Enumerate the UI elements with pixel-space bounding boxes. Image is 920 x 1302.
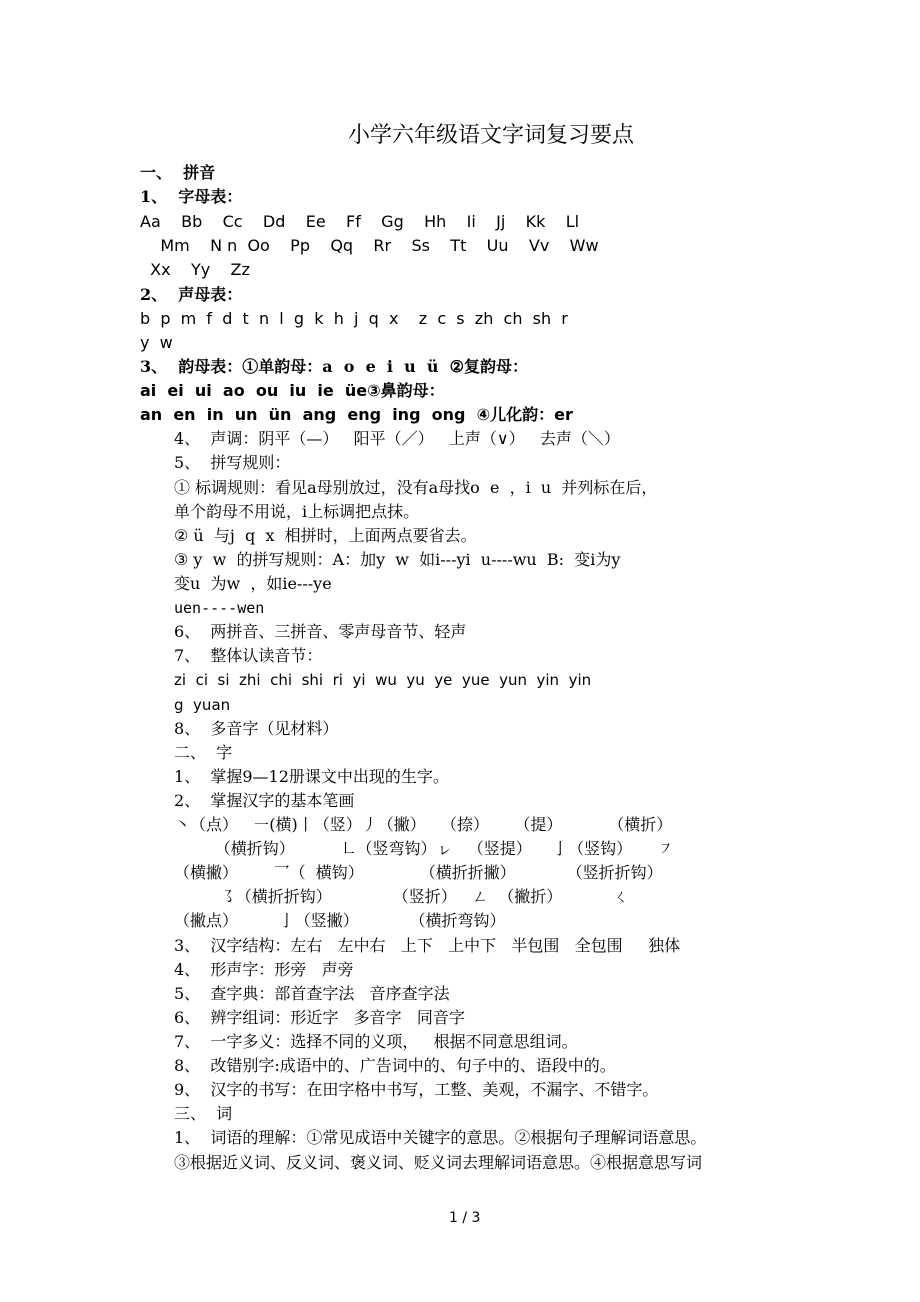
strokes-row-3: （横撇） 乛（ 横钩） （横折折撇） （竖折折钩） <box>174 863 663 882</box>
strokes-row-2: （横折钩） ㇗（竖弯钩）ㇾ （竖提） 亅（竖钩） ㇇ <box>174 839 674 858</box>
item-phono-semantic: 4、 形声字：形旁 声旁 <box>174 960 354 979</box>
rule-tone-marking-cont: 单个韵母不用说，i上标调把点抹。 <box>174 502 420 521</box>
page-title: 小学六年级语文字词复习要点 <box>348 123 635 148</box>
item-whole-syllables: 7、 整体认读音节： <box>174 646 323 665</box>
alphabet-row-3: Xx Yy Zz <box>140 260 250 279</box>
item-typo-correction: 8、 改错别字:成语中的、广告词中的、句子中的、语段中的。 <box>174 1056 616 1075</box>
page-indicator: 1 / 3 <box>449 1210 481 1226</box>
item-writing: 9、 汉字的书写：在田字格中书写，工整、美观，不漏字、不错字。 <box>174 1080 659 1099</box>
item-basic-strokes: 2、 掌握汉字的基本笔画 <box>174 791 355 810</box>
strokes-row-5: （撇点） 亅（竖撇） （横折弯钩） <box>174 911 506 930</box>
item-initials-heading: 2、 声母表： <box>140 285 243 304</box>
initials-row-1: b p m f d t n l g k h j q x z c s zh ch sh r <box>140 309 568 328</box>
rule-y-w: ③ y w 的拼写规则：A：加y w 如i---yi u----wu B: 变i为y <box>174 550 621 569</box>
item-master-characters: 1、 掌握9—12册课文中出现的生字。 <box>174 767 449 786</box>
section-heading-characters: 二、 字 <box>174 743 233 762</box>
item-word-understanding: 1、 词语的理解：①常见成语中关键字的意思。②根据句子理解词语意思。 <box>174 1128 707 1147</box>
item-spelling-rules: 5、 拼写规则： <box>174 453 291 472</box>
alphabet-row-2: Mm N n Oo Pp Qq Rr Ss Tt Uu Vv Ww <box>140 236 599 255</box>
section-heading-pinyin: 一、 拼音 <box>140 163 216 182</box>
rule-u-umlaut: ② ü 与j q x 相拼时，上面两点要省去。 <box>174 526 477 545</box>
item-dictionary: 5、 查字典：部首查字法 音序查字法 <box>174 984 450 1003</box>
finals-row-2: an en in un ün ang eng ing ong ④儿化韵：er <box>140 405 573 424</box>
rule-tone-marking: ① 标调规则：看见a母别放过，没有a母找o e ，i u 并列标在后， <box>174 478 658 497</box>
item-alphabet-heading: 1、 字母表： <box>140 187 243 206</box>
item-structure: 3、 汉字结构：左右 左中右 上下 上中下 半包围 全包围 独体 <box>174 936 681 955</box>
item-word-understanding-cont: ③根据近义词、反义词、褒义词、贬义词去理解词语意思。④根据意思写词 <box>174 1153 703 1172</box>
alphabet-row-1: Aa Bb Cc Dd Ee Ff Gg Hh Ii Jj Kk Ll <box>140 212 580 231</box>
item-polyphones: 8、 多音字（见材料） <box>174 719 339 738</box>
rule-y-w-cont: 变u 为w ，如ie---ye <box>174 574 332 593</box>
rule-y-w-example: uen----wen <box>174 599 265 617</box>
strokes-row-1: ㇔（点） ㇐(横)丨（竖）丿（撇） （捺） （提） （横折） <box>174 815 673 834</box>
initials-row-2: y w <box>140 333 173 352</box>
whole-syllables-row-2: g yuan <box>174 696 231 714</box>
whole-syllables-row-1: zi ci si zhi chi shi ri yi wu yu ye yue yun yin yin <box>174 671 592 689</box>
finals-row-1: ai ei ui ao ou iu ie üe③鼻韵母： <box>140 381 445 400</box>
item-syllable-types: 6、 两拼音、三拼音、零声母音节、轻声 <box>174 622 467 641</box>
item-word-forming: 6、 辨字组词：形近字 多音字 同音字 <box>174 1008 465 1027</box>
strokes-row-4: ㇌（横折折钩） （竖折） ㄥ （撇折） ㄑ <box>174 887 630 906</box>
section-heading-words: 三、 词 <box>174 1104 233 1123</box>
item-tones: 4、 声调：阴平（—） 阳平（／） 上声（∨） 去声（＼） <box>174 429 620 448</box>
item-finals-heading: 3、 韵母表：①单韵母：a o e i u ü ②复韵母： <box>140 357 529 376</box>
item-polysemy: 7、 一字多义：选择不同的义项， 根据不同意思组词。 <box>174 1032 578 1051</box>
